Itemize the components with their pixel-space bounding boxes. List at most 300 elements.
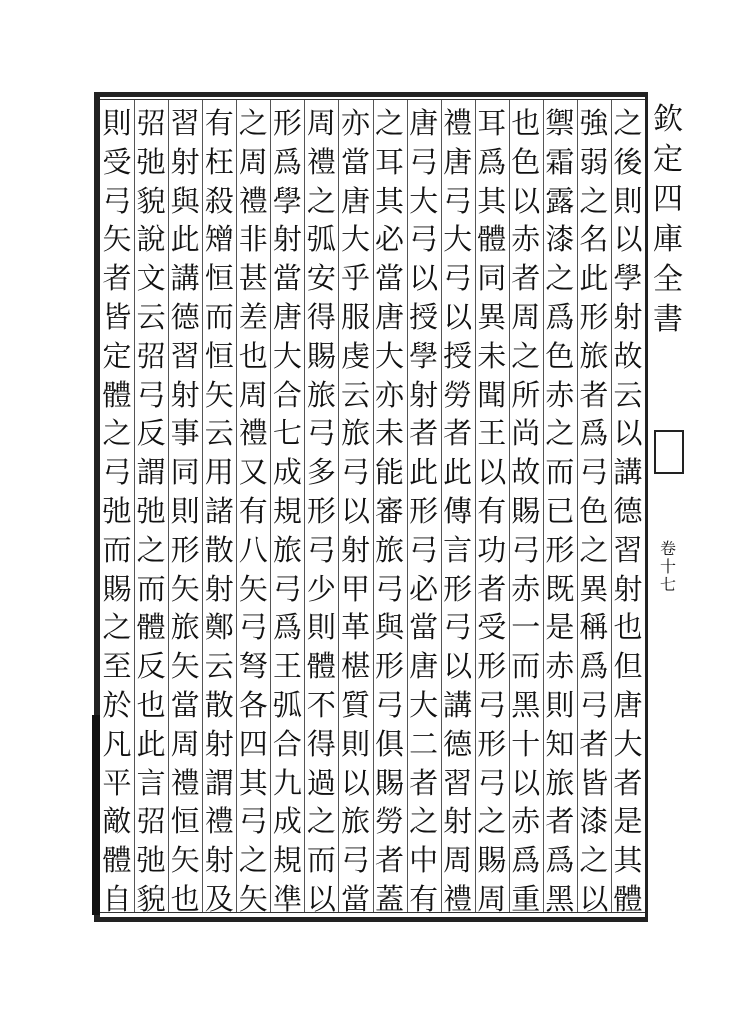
character: 反 (136, 649, 166, 684)
character: 同 (477, 261, 507, 296)
spine-character: 七 (659, 575, 676, 594)
character: 尚 (511, 416, 541, 451)
character: 習 (443, 765, 473, 800)
character: 當 (170, 687, 200, 722)
character: 之 (238, 843, 268, 878)
character: 形 (375, 649, 405, 684)
character: 弓 (340, 843, 370, 878)
character: 勞 (375, 804, 405, 839)
character: 之 (545, 261, 575, 296)
character: 有 (238, 493, 268, 528)
character: 霜 (545, 144, 575, 179)
character: 定 (102, 338, 132, 373)
character: 成 (272, 804, 302, 839)
character: 弓 (477, 687, 507, 722)
character: 審 (375, 493, 405, 528)
character: 非 (238, 222, 268, 257)
character: 也 (511, 106, 541, 140)
character: 其 (238, 765, 268, 800)
character: 此 (579, 261, 609, 296)
character: 講 (170, 261, 200, 296)
character: 弩 (238, 649, 268, 684)
character: 大 (613, 726, 643, 761)
spine-margin (650, 100, 686, 912)
character: 大 (409, 687, 439, 722)
character: 而 (204, 299, 234, 334)
character: 者 (579, 726, 609, 761)
character: 受 (102, 144, 132, 179)
character: 此 (443, 455, 473, 490)
character: 射 (204, 843, 234, 878)
character: 反 (136, 416, 166, 451)
character: 有 (204, 106, 234, 140)
character: 形 (545, 532, 575, 567)
character: 射 (204, 571, 234, 606)
character: 於 (102, 687, 132, 722)
spine-character: 全 (653, 262, 683, 297)
character: 質 (340, 687, 370, 722)
character: 弓 (375, 687, 405, 722)
character: 也 (613, 610, 643, 645)
character: 俱 (375, 726, 405, 761)
character: 合 (272, 377, 302, 412)
character: 安 (306, 261, 336, 296)
character: 之 (579, 532, 609, 567)
character: 王 (477, 416, 507, 451)
character: 習 (613, 532, 643, 567)
character: 之 (613, 106, 643, 140)
character: 學 (272, 183, 302, 218)
character: 知 (545, 726, 575, 761)
character: 弓 (409, 222, 439, 257)
character: 蓋 (375, 881, 405, 916)
character: 椹 (340, 649, 370, 684)
spine-volume (650, 540, 686, 594)
character: 弓 (409, 144, 439, 179)
character: 凖 (272, 881, 302, 916)
character: 大 (340, 222, 370, 257)
character: 而 (136, 571, 166, 606)
character: 者 (511, 261, 541, 296)
character: 十 (511, 726, 541, 761)
frame-top-border (100, 92, 648, 97)
character: 服 (340, 299, 370, 334)
character: 言 (136, 765, 166, 800)
character: 名 (579, 222, 609, 257)
character: 以 (511, 183, 541, 218)
character: 合 (272, 726, 302, 761)
character: 強 (579, 106, 609, 140)
spine-character: 定 (653, 142, 683, 177)
character: 差 (238, 299, 268, 334)
character: 爲 (545, 843, 575, 878)
character: 得 (306, 299, 336, 334)
character: 謂 (204, 765, 234, 800)
character: 黑 (545, 881, 575, 916)
character: 爲 (272, 144, 302, 179)
character: 以 (579, 881, 609, 916)
character: 禦 (545, 106, 575, 140)
character: 矢 (170, 571, 200, 606)
character: 七 (272, 416, 302, 451)
character: 云 (136, 299, 166, 334)
character: 形 (306, 493, 336, 528)
character: 弧 (306, 222, 336, 257)
character: 散 (204, 532, 234, 567)
character: 之 (306, 804, 336, 839)
character: 周 (170, 726, 200, 761)
character: 敵 (102, 804, 132, 839)
character: 是 (613, 804, 643, 839)
character: 八 (238, 532, 268, 567)
character: 貌 (136, 183, 166, 218)
character: 旅 (170, 610, 200, 645)
character: 則 (340, 726, 370, 761)
character: 云 (204, 416, 234, 451)
character: 過 (306, 765, 336, 800)
character: 言 (443, 532, 473, 567)
character: 禮 (306, 144, 336, 179)
character: 亦 (375, 377, 405, 412)
character: 賜 (375, 765, 405, 800)
character: 皆 (102, 299, 132, 334)
character: 射 (170, 377, 200, 412)
character: 射 (340, 532, 370, 567)
character: 大 (409, 183, 439, 218)
character: 赤 (511, 222, 541, 257)
character: 諸 (204, 493, 234, 528)
character: 者 (545, 804, 575, 839)
character: 色 (545, 338, 575, 373)
character: 自 (102, 881, 132, 916)
character: 弨 (136, 804, 166, 839)
character: 弛 (102, 493, 132, 528)
character: 弓 (443, 261, 473, 296)
character: 故 (511, 455, 541, 490)
character: 者 (443, 416, 473, 451)
character: 則 (306, 610, 336, 645)
character: 爲 (272, 610, 302, 645)
character: 傳 (443, 493, 473, 528)
character: 有 (409, 881, 439, 916)
character: 當 (272, 261, 302, 296)
character: 故 (613, 338, 643, 373)
character: 以 (443, 649, 473, 684)
character: 而 (511, 649, 541, 684)
character: 弓 (443, 610, 473, 645)
character: 弓 (102, 183, 132, 218)
character: 之 (579, 183, 609, 218)
character: 體 (477, 222, 507, 257)
spine-character: 十 (659, 557, 676, 576)
character: 弓 (102, 455, 132, 490)
character: 德 (443, 726, 473, 761)
character: 弛 (136, 144, 166, 179)
character: 而 (102, 532, 132, 567)
character: 散 (204, 687, 234, 722)
character: 當 (340, 881, 370, 916)
character: 其 (375, 183, 405, 218)
character: 周 (238, 377, 268, 412)
character: 旅 (375, 532, 405, 567)
character: 之 (102, 416, 132, 451)
character: 與 (375, 610, 405, 645)
character: 旅 (545, 765, 575, 800)
character: 之 (375, 106, 405, 140)
character: 周 (238, 144, 268, 179)
character: 者 (409, 765, 439, 800)
character: 是 (545, 610, 575, 645)
character: 之 (545, 416, 575, 451)
character: 矢 (170, 649, 200, 684)
character: 爲 (511, 843, 541, 878)
character: 之 (477, 804, 507, 839)
spine-character: 四 (653, 182, 683, 217)
character: 之 (238, 106, 268, 140)
character: 九 (272, 765, 302, 800)
character: 學 (613, 261, 643, 296)
character: 色 (579, 493, 609, 528)
character: 周 (511, 299, 541, 334)
character: 此 (136, 726, 166, 761)
character: 以 (511, 765, 541, 800)
character: 恒 (170, 804, 200, 839)
frame-top-inner-border (100, 99, 648, 100)
character: 禮 (170, 765, 200, 800)
character: 大 (375, 338, 405, 373)
character: 乎 (340, 261, 370, 296)
character: 弓 (375, 571, 405, 606)
character: 以 (340, 493, 370, 528)
character: 黑 (511, 687, 541, 722)
character: 王 (272, 649, 302, 684)
character: 能 (375, 455, 405, 490)
character: 周 (306, 106, 336, 140)
character: 弛 (136, 493, 166, 528)
character: 貌 (136, 881, 166, 916)
character: 必 (375, 222, 405, 257)
character: 露 (545, 183, 575, 218)
character: 耳 (477, 106, 507, 140)
character: 之 (102, 610, 132, 645)
character: 形 (443, 571, 473, 606)
character: 恒 (204, 338, 234, 373)
character: 弨 (136, 106, 166, 140)
character: 習 (170, 106, 200, 140)
character: 枉 (204, 144, 234, 179)
character: 禮 (443, 881, 473, 916)
character: 赤 (545, 649, 575, 684)
character: 以 (613, 416, 643, 451)
character: 禮 (238, 416, 268, 451)
character: 弓 (409, 532, 439, 567)
character: 體 (102, 843, 132, 878)
character: 弓 (579, 455, 609, 490)
character: 唐 (443, 144, 473, 179)
spine-character: 書 (653, 302, 683, 337)
character: 體 (613, 881, 643, 916)
character: 賜 (102, 571, 132, 606)
character: 而 (545, 455, 575, 490)
spine-character: 卷 (659, 539, 676, 558)
character: 之 (409, 804, 439, 839)
character: 以 (306, 881, 336, 916)
spine-fishtail-box (654, 430, 684, 474)
character: 重 (511, 881, 541, 916)
character: 之 (136, 532, 166, 567)
character: 平 (102, 765, 132, 800)
character: 不 (306, 687, 336, 722)
character: 弓 (306, 416, 336, 451)
character: 革 (340, 610, 370, 645)
character: 唐 (409, 106, 439, 140)
character: 講 (443, 687, 473, 722)
character: 矢 (102, 222, 132, 257)
character: 甲 (340, 571, 370, 606)
character: 說 (136, 222, 166, 257)
character: 者 (375, 843, 405, 878)
character: 也 (170, 881, 200, 916)
character: 射 (613, 299, 643, 334)
character: 凡 (102, 726, 132, 761)
character: 受 (477, 610, 507, 645)
character: 旅 (340, 804, 370, 839)
character: 習 (170, 338, 200, 373)
character: 所 (511, 377, 541, 412)
character: 也 (238, 338, 268, 373)
character: 其 (477, 183, 507, 218)
character: 當 (375, 261, 405, 296)
character: 弓 (238, 610, 268, 645)
character: 形 (170, 532, 200, 567)
character: 學 (409, 338, 439, 373)
character: 弱 (579, 144, 609, 179)
character: 少 (306, 571, 336, 606)
character: 皆 (579, 765, 609, 800)
character: 一 (511, 610, 541, 645)
character: 用 (204, 455, 234, 490)
character: 周 (443, 843, 473, 878)
character: 也 (136, 687, 166, 722)
character: 旅 (579, 338, 609, 373)
character: 者 (409, 416, 439, 451)
character: 當 (409, 610, 439, 645)
character: 德 (170, 299, 200, 334)
character: 者 (477, 571, 507, 606)
character: 形 (272, 106, 302, 140)
character: 云 (613, 377, 643, 412)
character: 爲 (579, 416, 609, 451)
character: 矰 (204, 222, 234, 257)
character: 周 (477, 881, 507, 916)
character: 以 (613, 222, 643, 257)
character: 漆 (579, 804, 609, 839)
character: 體 (306, 649, 336, 684)
character: 得 (306, 726, 336, 761)
character: 弓 (579, 687, 609, 722)
character: 唐 (340, 183, 370, 218)
character: 唐 (272, 299, 302, 334)
character: 有 (477, 493, 507, 528)
character: 授 (409, 299, 439, 334)
character: 勞 (443, 377, 473, 412)
character: 弓 (306, 532, 336, 567)
character: 已 (545, 493, 575, 528)
character: 亦 (340, 106, 370, 140)
character: 射 (204, 726, 234, 761)
character: 體 (102, 377, 132, 412)
character: 形 (409, 493, 439, 528)
character: 云 (204, 649, 234, 684)
character: 成 (272, 455, 302, 490)
character: 講 (613, 455, 643, 490)
character: 各 (238, 687, 268, 722)
character: 當 (340, 144, 370, 179)
character: 及 (204, 881, 234, 916)
character: 以 (443, 299, 473, 334)
character: 大 (272, 338, 302, 373)
character: 未 (375, 416, 405, 451)
character: 多 (306, 455, 336, 490)
character: 則 (170, 493, 200, 528)
character: 矢 (238, 571, 268, 606)
character: 形 (477, 726, 507, 761)
character: 耳 (375, 144, 405, 179)
character: 形 (477, 649, 507, 684)
character: 體 (136, 610, 166, 645)
character: 而 (306, 843, 336, 878)
character: 色 (511, 144, 541, 179)
character: 弓 (272, 571, 302, 606)
character: 功 (477, 532, 507, 567)
character: 矢 (238, 881, 268, 916)
character: 爲 (579, 649, 609, 684)
character: 同 (170, 455, 200, 490)
character: 唐 (375, 299, 405, 334)
character: 弓 (136, 377, 166, 412)
character: 弧 (272, 687, 302, 722)
character: 者 (102, 261, 132, 296)
character: 弓 (443, 183, 473, 218)
character: 旅 (272, 532, 302, 567)
character: 弛 (136, 843, 166, 878)
character: 則 (102, 106, 132, 140)
character: 異 (579, 571, 609, 606)
character: 禮 (443, 106, 473, 140)
character: 謂 (136, 455, 166, 490)
character: 德 (613, 493, 643, 528)
character: 弓 (511, 532, 541, 567)
character: 者 (613, 765, 643, 800)
character: 必 (409, 571, 439, 606)
character: 稱 (579, 610, 609, 645)
character: 弓 (477, 765, 507, 800)
character: 賜 (306, 338, 336, 373)
character: 以 (340, 765, 370, 800)
character: 射 (443, 804, 473, 839)
character: 旅 (340, 416, 370, 451)
character: 弨 (136, 338, 166, 373)
character: 殺 (204, 183, 234, 218)
character: 四 (238, 726, 268, 761)
character: 授 (443, 338, 473, 373)
character: 與 (170, 183, 200, 218)
character: 形 (579, 299, 609, 334)
character: 云 (340, 377, 370, 412)
spine-title (650, 100, 686, 340)
character: 者 (579, 377, 609, 412)
character: 其 (613, 843, 643, 878)
